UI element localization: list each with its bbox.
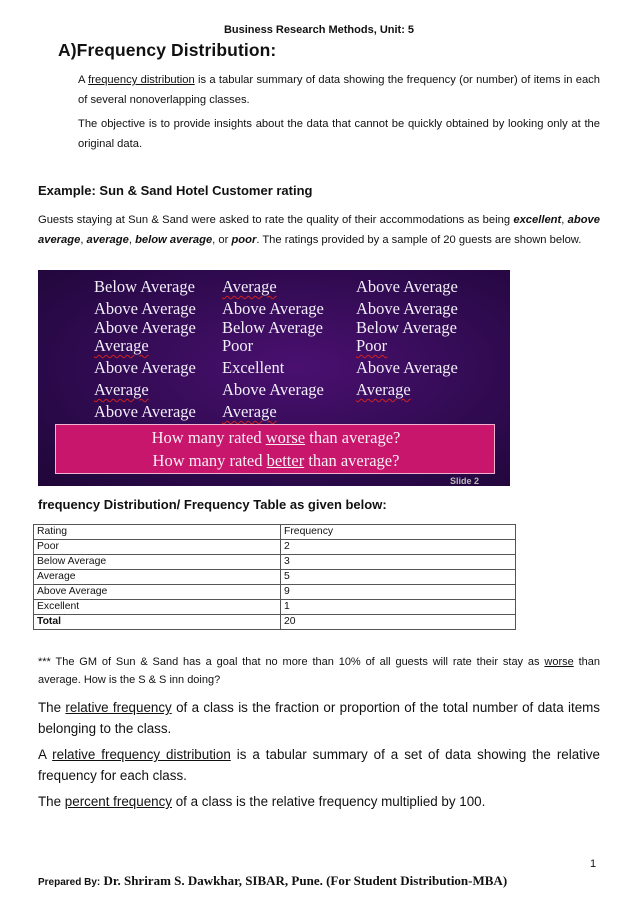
page-header: Business Research Methods, Unit: 5 [223, 24, 415, 36]
frequency-table [33, 524, 516, 630]
frequency-cell: 5 [281, 570, 516, 585]
slide-rating-r5-c3: Above Average [356, 358, 458, 377]
slide-rating-r4-c2: Poor [222, 336, 254, 355]
section-title: A)Frequency Distribution: [58, 40, 277, 60]
slide-rating-r5-c2: Excellent [222, 358, 285, 377]
slide-rating-r2-c1: Above Average [94, 299, 196, 318]
slide-rating-r2-c2: Above Average [222, 299, 324, 318]
slide-rating-r5-c1: Above Average [94, 358, 196, 377]
page-footer: Prepared By: Dr. Shriram S. Dawkhar, SIBAR, Pune. (For Student Distribution-MBA) [38, 873, 508, 888]
gm-goal-note: *** The GM of Sun & Sand has a goal that no more than 10% of all guests will rate their stay as worse than average. How is the S & S inn doing? [38, 656, 600, 686]
slide-label: Slide 2 [450, 476, 480, 486]
frequency-distribution-term: frequency distribution [88, 74, 195, 86]
slide-rating-r6-c2: Above Average [222, 380, 324, 399]
slide-rating-r3-c1: Above Average [94, 318, 196, 337]
question-better: How many rated better than average? [152, 451, 400, 470]
rating-cell: Poor [34, 540, 281, 555]
table-row [34, 540, 516, 555]
table-row [34, 585, 516, 600]
table-row [34, 600, 516, 615]
slide-rating-r1-c2: Average [222, 277, 277, 296]
percent-frequency-definition: The percent frequency of a class is the relative frequency multiplied by 100. [38, 794, 486, 809]
page-number: 1 [590, 858, 597, 870]
example-paragraph: Guests staying at Sun & Sand were asked to rate the quality of their accommodations as being excellent, above average, average, below average, or poor. The ratings provided by a sample of 20 guests are shown below. [38, 214, 600, 246]
question-worse: How many rated worse than average? [151, 428, 401, 447]
header-rating: Rating [34, 525, 281, 540]
frequency-cell: 9 [281, 585, 516, 600]
slide-rating-r7-c1: Above Average [94, 402, 196, 421]
rating-cell: Excellent [34, 600, 281, 615]
slide-rating-r4-c1: Average [94, 336, 149, 355]
table-row [34, 570, 516, 585]
slide-rating-r6-c3: Average [356, 380, 411, 399]
slide-rating-r3-c2: Below Average [222, 318, 323, 337]
slide-rating-r2-c3: Above Average [356, 299, 458, 318]
intro-paragraph-2: The objective is to provide insights about the data that cannot be quickly obtained by looking only at the original data. [78, 118, 600, 150]
rating-cell: Below Average [34, 555, 281, 570]
slide-rating-r4-c3: Poor [356, 336, 388, 355]
frequency-cell: 3 [281, 555, 516, 570]
rating-cell: Above Average [34, 585, 281, 600]
header-frequency: Frequency [281, 525, 516, 540]
relative-frequency-definition: The relative frequency of a class is the fraction or proportion of the total number of data items belonging to the class. [38, 700, 601, 736]
rating-cell: Average [34, 570, 281, 585]
rating-cell: Total [34, 615, 281, 630]
table-header-row [34, 525, 516, 540]
slide-rating-r3-c3: Below Average [356, 318, 457, 337]
frequency-cell: 1 [281, 600, 516, 615]
slide-rating-r7-c2: Average [222, 402, 277, 421]
relative-frequency-distribution-definition: A relative frequency distribution is a tabular summary of a set of data showing the relative frequency for each class. [38, 747, 600, 783]
intro-paragraph-1: A frequency distribution is a tabular summary of data showing the frequency (or number) of items in each of several nonoverlapping classes. [78, 74, 600, 106]
slide-rating-r1-c1: Below Average [94, 277, 195, 296]
table-total-row [34, 615, 516, 630]
question-box [55, 424, 495, 474]
slide-rating-r1-c3: Above Average [356, 277, 458, 296]
frequency-cell: 20 [281, 615, 516, 630]
frequency-cell: 2 [281, 540, 516, 555]
example-title: Example: Sun & Sand Hotel Customer rating [38, 183, 313, 198]
ratings-slide-image [38, 270, 510, 486]
table-row [34, 555, 516, 570]
table-title: frequency Distribution/ Frequency Table as given below: [38, 497, 387, 512]
slide-rating-r6-c1: Average [94, 380, 149, 399]
